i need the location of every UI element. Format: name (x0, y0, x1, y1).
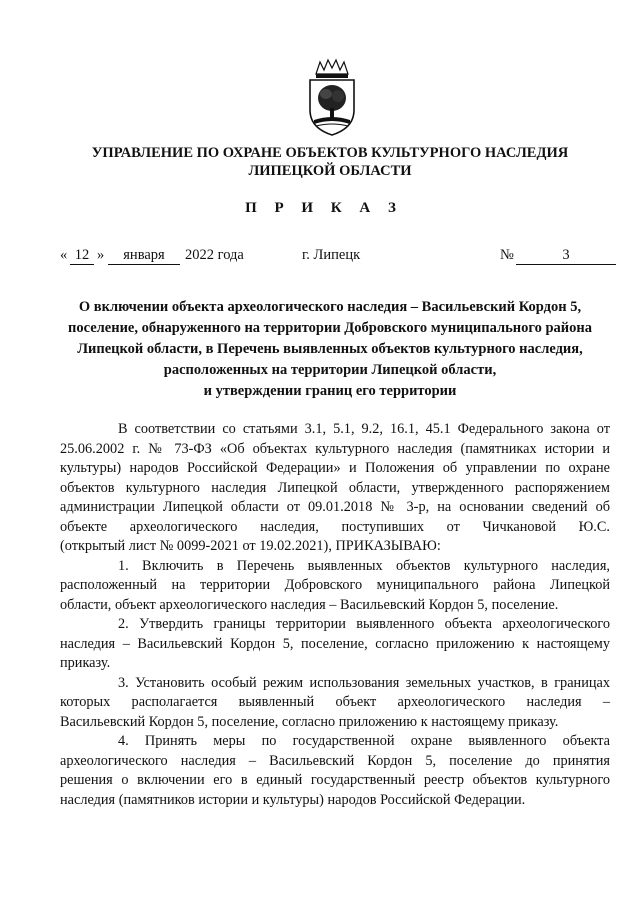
body-line: наследия – Васильевский Кордон 5, поселение, согласно приложению к настоящему (60, 635, 610, 652)
body-line: 25.06.2002 г. № 73-ФЗ «Об объектах культурного наследия (памятниках истории и (60, 440, 610, 457)
heading-line: Липецкой области, в Перечень выявленных объектов культурного наследия, (77, 341, 583, 357)
order-subject-heading (30, 297, 630, 402)
organization-name-line2: ЛИПЕЦКОЙ ОБЛАСТИ (248, 163, 412, 179)
date-number-line (60, 247, 620, 267)
number-sign: № (500, 247, 514, 263)
quote-close: » (97, 247, 105, 263)
heading-line: и утверждении границ его территории (203, 383, 457, 399)
body-line: области, объект археологического наследия – Васильевский Кордон 5, поселение. (60, 596, 559, 613)
body-line: 2. Утвердить границы территории выявленного объекта археологического (118, 616, 610, 632)
body-line: администрации Липецкой области от 09.01.2018 № 3-р, на основании сведений об (60, 499, 610, 515)
body-line: культуры) народов Российской Федерации» и Положения об управлении по охране (60, 460, 610, 476)
date-day: 12 (70, 247, 94, 265)
body-line: наследия (памятников истории и культуры) народов Российской Федерации. (60, 791, 526, 808)
organization-name-line1: УПРАВЛЕНИЕ ПО ОХРАНЕ ОБЪЕКТОВ КУЛЬТУРНОГО НАСЛЕДИЯ (91, 145, 569, 161)
body-line: 4. Принять меры по государственной охране выявленного объекта (118, 733, 610, 749)
quote-open: « (60, 247, 68, 263)
city-name: г. Липецк (302, 247, 361, 263)
heading-line: расположенных на территории Липецкой области, (163, 362, 497, 378)
document-number: 3 (516, 247, 616, 265)
heading-line: поселение, обнаруженного на территории Добровского муниципального района (67, 320, 592, 336)
date-year: 2022 года (185, 247, 244, 263)
body-line: объектов культурного наследия Липецкой области, утвержденного распоряжением (60, 479, 610, 496)
body-line: расположенный на территории Добровского муниципального района Липецкой (60, 577, 610, 593)
body-line: 1. Включить в Перечень выявленных объектов культурного наследия, (118, 557, 610, 574)
body-line: решения о включении его в единый государственный реестр объектов культурного (60, 772, 610, 788)
document-type-title: П Р И К А З (245, 200, 403, 216)
body-line: объекте археологического наследия, поступивших от Чичкановой Ю.С. (60, 518, 610, 535)
body-line: которых располагается выявленный объект археологического наследия – (60, 694, 610, 710)
date-month: января (108, 247, 180, 265)
body-line: 3. Установить особый режим использования земельных участков, в границах (118, 674, 610, 691)
body-line: приказу. (60, 655, 111, 671)
body-line: археологического наследия – Васильевский Кордон 5, поселение до принятия (60, 752, 610, 769)
order-body-text (60, 420, 610, 810)
body-line: В соответствии со статьями 3.1, 5.1, 9.2, 16.1, 45.1 Федерального закона от (118, 421, 610, 437)
heading-line: О включении объекта археологического наследия – Васильевский Кордон 5, (78, 299, 582, 315)
coat-of-arms-emblem (302, 58, 362, 138)
body-line: (открытый лист № 0099-2021 от 19.02.2021), ПРИКАЗЫВАЮ: (60, 538, 441, 554)
body-line: Васильевский Кордон 5, поселение, согласно приложению к настоящему приказу. (60, 713, 559, 730)
